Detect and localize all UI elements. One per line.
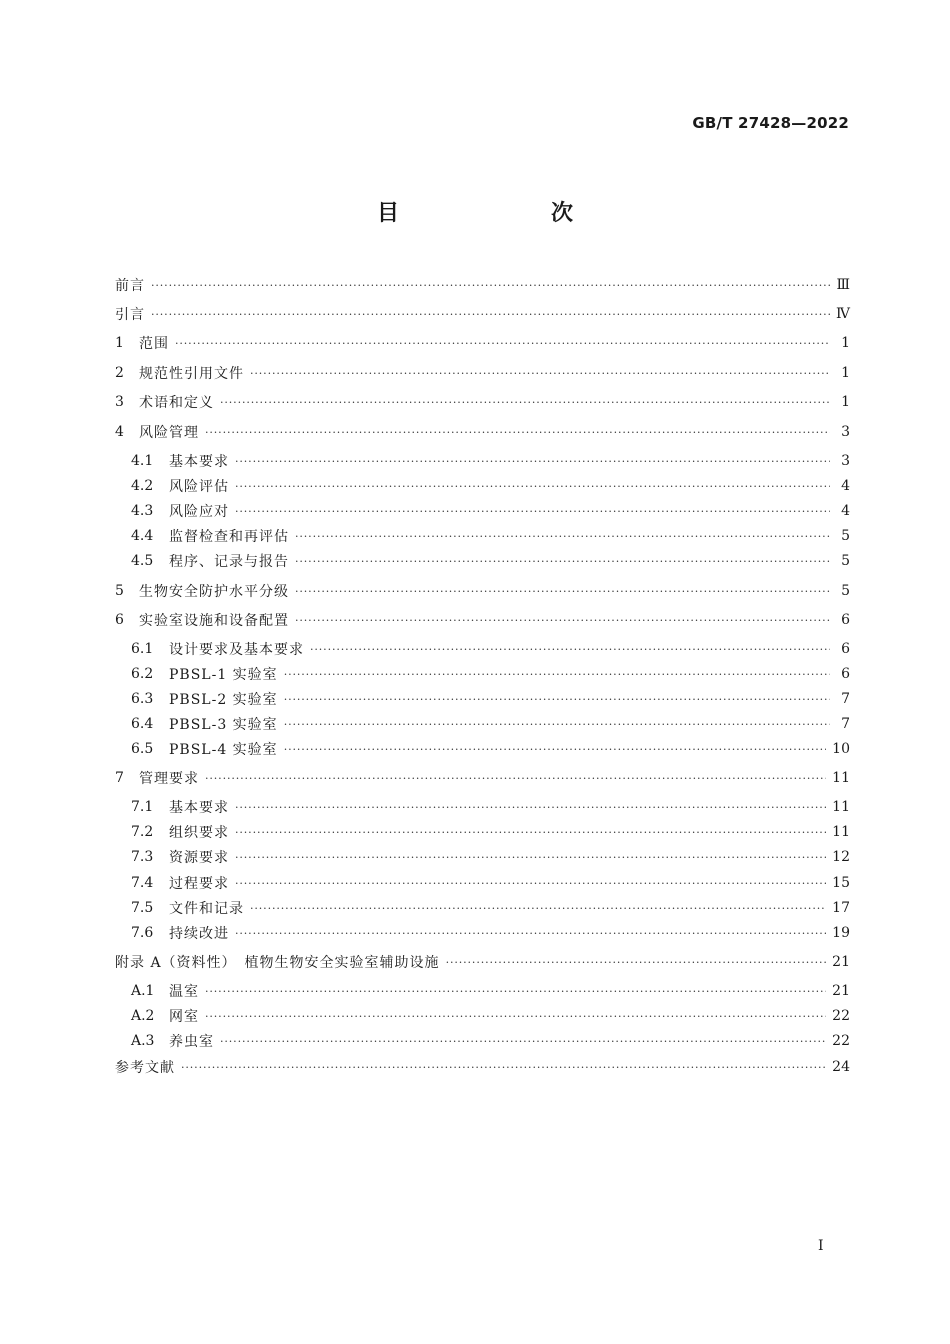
toc-entry[interactable] — [115, 391, 850, 413]
toc-entry-number: 1 — [115, 335, 124, 351]
toc-entry-number: 6.2 — [131, 666, 154, 682]
toc-leader-dots — [151, 303, 830, 325]
toc-entry[interactable] — [131, 1030, 850, 1052]
toc-entry-page: 22 — [832, 1033, 850, 1049]
toc-entry-page: 11 — [832, 824, 850, 840]
toc-entry-label: PBSL-2 实验室 — [169, 692, 278, 708]
toc-leader-dots — [220, 391, 830, 413]
page-title: 目 次 — [376, 201, 609, 226]
standard-code: GB/T 27428—2022 — [692, 114, 849, 132]
toc-entry-page: 11 — [832, 799, 850, 815]
toc-entry[interactable] — [131, 475, 850, 497]
toc-entry-label: 基本要求 — [169, 800, 229, 816]
toc-entry-number: 2 — [115, 365, 124, 381]
toc-entry-label: 组织要求 — [169, 825, 229, 841]
toc-entry-number: 4.3 — [131, 503, 154, 519]
toc-entry-label: 前言 — [115, 278, 145, 294]
toc-entry-number: 6.1 — [131, 641, 154, 657]
page-number: Ⅰ — [818, 1238, 824, 1254]
toc-entry-page: 19 — [832, 925, 850, 941]
toc-leader-dots — [235, 796, 826, 818]
toc-entry[interactable] — [131, 846, 850, 868]
toc-entry-label: 网室 — [169, 1009, 199, 1025]
toc-entry-page: 21 — [832, 954, 850, 970]
toc-leader-dots — [295, 525, 830, 547]
toc-leader-dots — [250, 362, 830, 384]
toc-entry-page: 10 — [832, 741, 850, 757]
toc-entry-label: 基本要求 — [169, 454, 229, 470]
toc-entry[interactable] — [131, 525, 850, 547]
toc-entry-label: 过程要求 — [169, 876, 229, 892]
toc-entry[interactable] — [131, 713, 850, 735]
toc-entry-page: 5 — [841, 553, 850, 569]
toc-entry-label: 规范性引用文件 — [139, 366, 244, 382]
toc-entry[interactable] — [131, 450, 850, 472]
toc-leader-dots — [235, 500, 830, 522]
toc-leader-dots — [295, 550, 830, 572]
toc-leader-dots — [181, 1056, 826, 1078]
toc-entry-label: PBSL-1 实验室 — [169, 667, 278, 683]
toc-entry-page: 7 — [841, 691, 850, 707]
toc-entry-number: 7.1 — [131, 799, 154, 815]
toc-entry[interactable] — [115, 767, 850, 789]
toc-entry-label: 温室 — [169, 984, 199, 1000]
toc-entry-page: 5 — [841, 583, 850, 599]
toc-entry[interactable] — [131, 1005, 850, 1027]
toc-entry-label: 设计要求及基本要求 — [169, 642, 304, 658]
toc-entry[interactable] — [131, 897, 850, 919]
toc-entry-number: 4 — [115, 424, 124, 440]
toc-leader-dots — [151, 274, 830, 296]
toc-entry-number: 7.5 — [131, 900, 154, 916]
toc-entry-page: 12 — [832, 849, 850, 865]
toc-entry-label: 持续改进 — [169, 926, 229, 942]
toc-leader-dots — [235, 475, 830, 497]
toc-entry[interactable] — [115, 421, 850, 443]
toc-entry-page: 4 — [841, 478, 850, 494]
toc-entry-label: 生物安全防护水平分级 — [139, 584, 289, 600]
toc-entry-page: 6 — [841, 641, 850, 657]
toc-entry-number: 5 — [115, 583, 124, 599]
toc-leader-dots — [284, 688, 830, 710]
toc-leader-dots — [175, 332, 830, 354]
toc-entry-number: A.3 — [131, 1033, 155, 1049]
toc-entry[interactable] — [115, 303, 850, 325]
toc-entry[interactable] — [115, 332, 850, 354]
toc-entry-page: Ⅲ — [836, 277, 850, 293]
toc-leader-dots — [235, 922, 826, 944]
toc-entry-page: 5 — [841, 528, 850, 544]
toc-entry[interactable] — [131, 738, 850, 760]
toc-entry-page: 6 — [841, 666, 850, 682]
toc-entry[interactable] — [131, 638, 850, 660]
toc-entry-number: 3 — [115, 394, 124, 410]
toc-leader-dots — [235, 450, 830, 472]
toc-entry[interactable] — [131, 688, 850, 710]
toc-entry-page: 11 — [832, 770, 850, 786]
toc-leader-dots — [310, 638, 830, 660]
toc-entry-label: 附录 A（资料性） 植物生物安全实验室辅助设施 — [115, 955, 440, 971]
toc-leader-dots — [295, 609, 830, 631]
toc-entry-label: 文件和记录 — [169, 901, 244, 917]
toc-entry-page: 24 — [832, 1059, 850, 1075]
toc-entry-label: 风险应对 — [169, 504, 229, 520]
toc-leader-dots — [284, 663, 830, 685]
toc-entry[interactable] — [131, 796, 850, 818]
toc-entry-page: 6 — [841, 612, 850, 628]
toc-entry[interactable] — [131, 980, 850, 1002]
toc-entry-number: 6.3 — [131, 691, 154, 707]
toc-entry-number: A.1 — [131, 983, 155, 999]
toc-leader-dots — [220, 1030, 826, 1052]
toc-entry-page: 3 — [841, 424, 850, 440]
toc-leader-dots — [205, 980, 826, 1002]
toc-entry-label: 监督检查和再评估 — [169, 529, 289, 545]
toc-leader-dots — [446, 951, 827, 973]
toc-entry-number: 7.6 — [131, 925, 154, 941]
toc-entry-number: 4.2 — [131, 478, 154, 494]
toc-entry[interactable] — [115, 580, 850, 602]
toc-entry-label: 引言 — [115, 307, 145, 323]
toc-entry-label: 范围 — [139, 336, 169, 352]
toc-entry-page: 1 — [841, 394, 850, 410]
toc-entry[interactable] — [131, 872, 850, 894]
toc-leader-dots — [295, 580, 830, 602]
toc-entry-page: 1 — [841, 365, 850, 381]
toc-entry-page: 17 — [832, 900, 850, 916]
toc-entry-page: 1 — [841, 335, 850, 351]
toc-entry-label: 管理要求 — [139, 771, 199, 787]
toc-entry-page: 21 — [832, 983, 850, 999]
toc-entry-number: 6 — [115, 612, 124, 628]
toc-entry[interactable] — [115, 274, 850, 296]
toc-entry[interactable] — [131, 663, 850, 685]
toc-leader-dots — [235, 872, 826, 894]
toc-entry[interactable] — [131, 922, 850, 944]
toc-entry[interactable] — [115, 1056, 850, 1078]
toc-entry[interactable] — [115, 609, 850, 631]
toc-entry-label: 程序、记录与报告 — [169, 554, 289, 570]
toc-entry[interactable] — [131, 550, 850, 572]
toc-entry-number: 7.2 — [131, 824, 154, 840]
toc-entry-number: 4.4 — [131, 528, 154, 544]
toc-entry-page: 15 — [832, 875, 850, 891]
toc-entry-page: 22 — [832, 1008, 850, 1024]
toc-entry-label: 参考文献 — [115, 1060, 175, 1076]
toc-leader-dots — [205, 767, 826, 789]
toc-entry[interactable] — [131, 821, 850, 843]
toc-entry-label: PBSL-3 实验室 — [169, 717, 278, 733]
toc-entry-number: 7.3 — [131, 849, 154, 865]
toc-leader-dots — [235, 821, 826, 843]
toc-entry-page: Ⅳ — [836, 306, 850, 322]
toc-entry-label: 风险评估 — [169, 479, 229, 495]
toc-entry[interactable] — [115, 362, 850, 384]
toc-entry-label: 养虫室 — [169, 1034, 214, 1050]
toc-entry-label: 资源要求 — [169, 850, 229, 866]
toc-leader-dots — [284, 738, 826, 760]
toc-entry-number: 4.1 — [131, 453, 154, 469]
toc-entry-page: 3 — [841, 453, 850, 469]
toc-entry-number: 6.5 — [131, 741, 154, 757]
toc-leader-dots — [205, 421, 830, 443]
toc-entry-page: 7 — [841, 716, 850, 732]
toc-leader-dots — [284, 713, 830, 735]
toc-leader-dots — [235, 846, 826, 868]
toc-entry-label: 风险管理 — [139, 425, 199, 441]
toc-entry[interactable] — [131, 500, 850, 522]
toc-entry-number: 7.4 — [131, 875, 154, 891]
toc-entry-page: 4 — [841, 503, 850, 519]
toc-entry-number: A.2 — [131, 1008, 155, 1024]
toc-entry[interactable] — [115, 951, 850, 973]
toc-entry-number: 7 — [115, 770, 124, 786]
toc-leader-dots — [250, 897, 826, 919]
toc-leader-dots — [205, 1005, 826, 1027]
toc-entry-label: PBSL-4 实验室 — [169, 742, 278, 758]
toc-entry-label: 术语和定义 — [139, 395, 214, 411]
toc-entry-number: 6.4 — [131, 716, 154, 732]
toc-entry-label: 实验室设施和设备配置 — [139, 613, 289, 629]
toc-entry-number: 4.5 — [131, 553, 154, 569]
